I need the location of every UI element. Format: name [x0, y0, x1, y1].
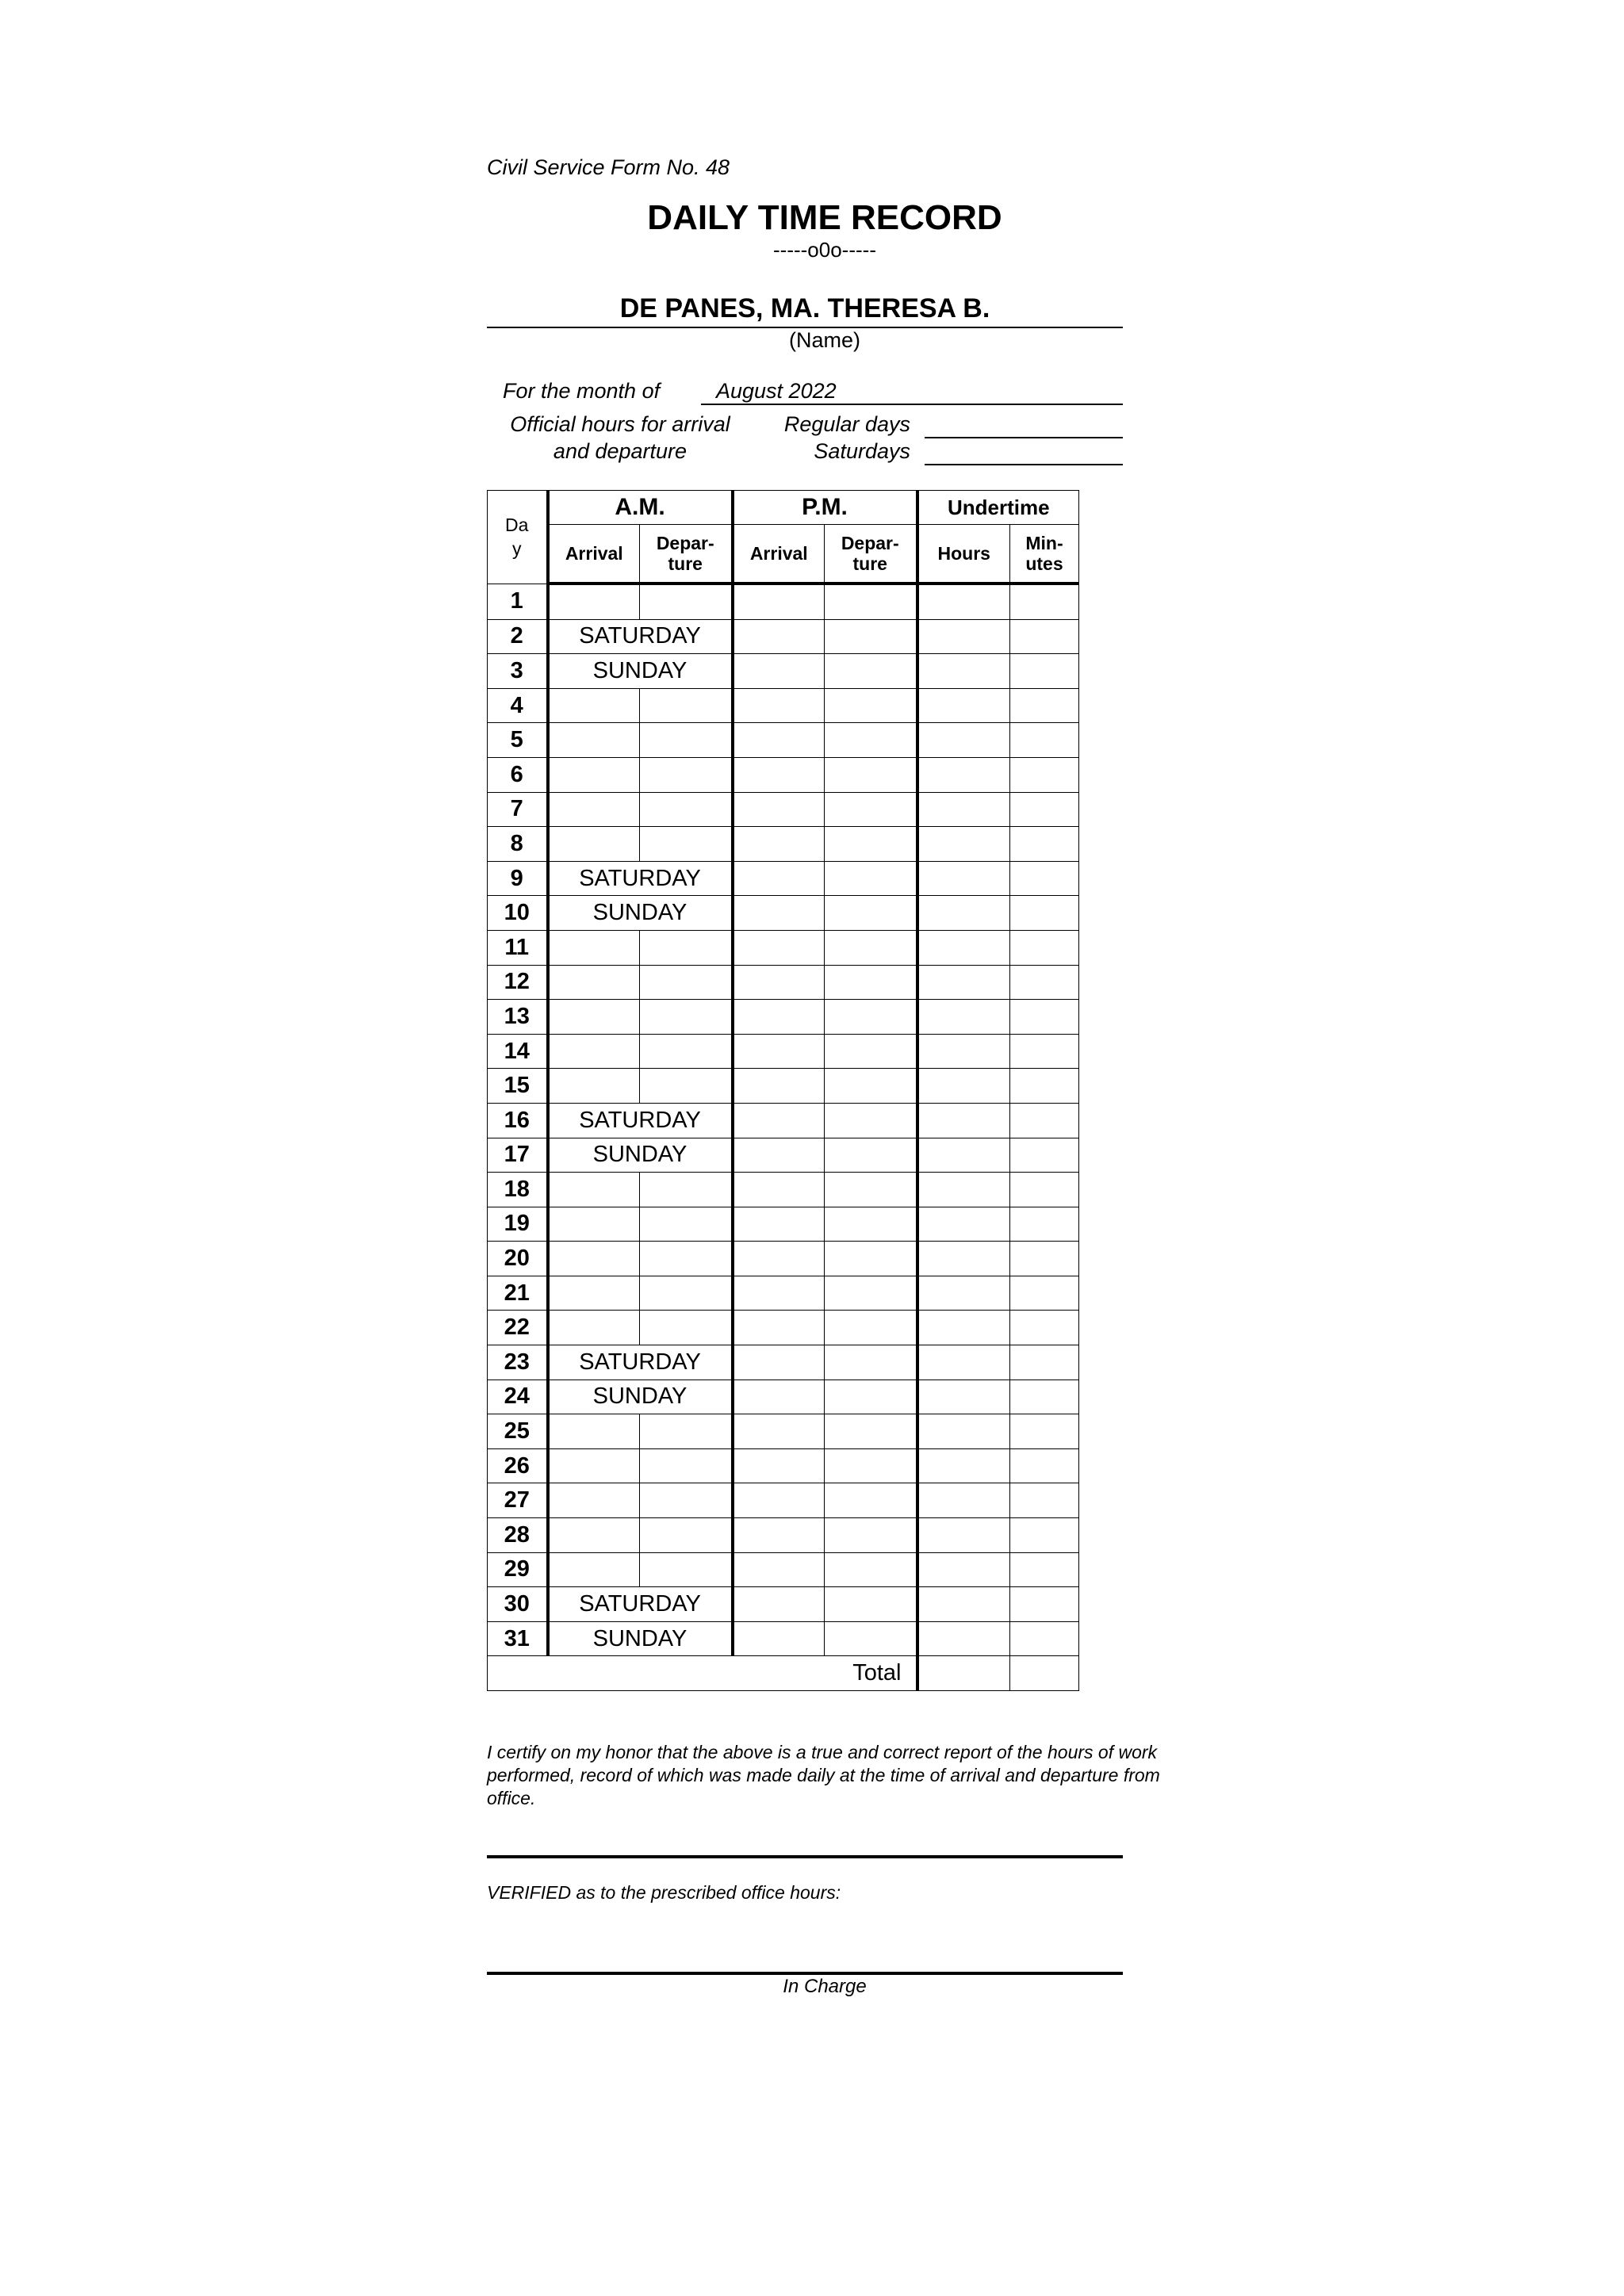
pm-arrival-cell[interactable]: [733, 1380, 825, 1414]
day-number: 13: [488, 1000, 548, 1035]
day-number: 11: [488, 930, 548, 965]
am-departure-line2: ture: [668, 553, 703, 574]
saturdays-label: Saturdays: [814, 439, 910, 463]
undertime-minutes-cell[interactable]: [1010, 1345, 1079, 1380]
am-arrival-cell[interactable]: [548, 1276, 640, 1311]
am-departure-cell[interactable]: [640, 1034, 733, 1069]
day-number: 17: [488, 1138, 548, 1173]
am-departure-cell[interactable]: [640, 723, 733, 758]
time-record-table: [487, 490, 1079, 1691]
am-arrival-cell[interactable]: [548, 688, 640, 723]
pm-arrival-cell[interactable]: [733, 930, 825, 965]
undertime-minutes-cell[interactable]: [1010, 1103, 1079, 1138]
document-title: DAILY TIME RECORD: [647, 198, 1002, 237]
pm-departure-cell[interactable]: [825, 861, 917, 896]
undertime-hours-header: Hours: [917, 525, 1010, 584]
pm-departure-cell[interactable]: [825, 1518, 917, 1553]
table-row: [488, 1207, 1079, 1242]
am-day-note: SUNDAY: [548, 1621, 733, 1656]
schedule-labels: [737, 411, 910, 465]
undertime-minutes-cell[interactable]: [1010, 1483, 1079, 1518]
pm-arrival-cell[interactable]: [733, 688, 825, 723]
am-arrival-cell[interactable]: [548, 1448, 640, 1483]
title-separator: -----o0o-----: [773, 238, 876, 262]
day-number: 22: [488, 1311, 548, 1345]
undertime-hours-cell[interactable]: [917, 1552, 1010, 1587]
undertime-minutes-cell[interactable]: [1010, 827, 1079, 862]
am-day-note: SATURDAY: [548, 861, 733, 896]
pm-arrival-cell[interactable]: [733, 1345, 825, 1380]
pm-arrival-cell[interactable]: [733, 1034, 825, 1069]
pm-departure-cell[interactable]: [825, 654, 917, 689]
undertime-minutes-cell[interactable]: [1010, 1518, 1079, 1553]
pm-arrival-cell[interactable]: [733, 654, 825, 689]
am-arrival-cell[interactable]: [548, 1242, 640, 1276]
am-departure-header: [640, 525, 733, 584]
pm-departure-cell[interactable]: [825, 584, 917, 619]
undertime-minutes-cell[interactable]: [1010, 1380, 1079, 1414]
table-row: [488, 654, 1079, 689]
am-departure-cell[interactable]: [640, 1207, 733, 1242]
pm-arrival-cell[interactable]: [733, 1552, 825, 1587]
table-row: [488, 1448, 1079, 1483]
table-row: [488, 792, 1079, 827]
undertime-hours-cell[interactable]: [917, 1207, 1010, 1242]
pm-departure-cell[interactable]: [825, 896, 917, 931]
undertime-hours-cell[interactable]: [917, 1138, 1010, 1173]
undertime-hours-cell[interactable]: [917, 1414, 1010, 1449]
in-charge-signature-line: [487, 1972, 1123, 1975]
pm-departure-cell[interactable]: [825, 1276, 917, 1311]
am-day-note: SATURDAY: [548, 619, 733, 654]
undertime-hours-cell[interactable]: [917, 1069, 1010, 1104]
pm-departure-line1: Depar-: [841, 533, 899, 553]
undertime-hours-cell[interactable]: [917, 1518, 1010, 1553]
pm-departure-cell[interactable]: [825, 965, 917, 1000]
official-hours-line2: and departure: [553, 439, 688, 463]
day-number: 15: [488, 1069, 548, 1104]
undertime-hours-cell[interactable]: [917, 1173, 1010, 1207]
am-departure-cell[interactable]: [640, 1276, 733, 1311]
am-departure-cell[interactable]: [640, 1414, 733, 1449]
pm-departure-cell[interactable]: [825, 1034, 917, 1069]
table-row: [488, 930, 1079, 965]
total-hours-cell[interactable]: [917, 1656, 1010, 1691]
undertime-hours-cell[interactable]: [917, 654, 1010, 689]
form-number: Civil Service Form No. 48: [487, 155, 730, 179]
table-row: [488, 861, 1079, 896]
am-departure-cell[interactable]: [640, 792, 733, 827]
day-number: 29: [488, 1552, 548, 1587]
pm-departure-cell[interactable]: [825, 1483, 917, 1518]
day-number: 25: [488, 1414, 548, 1449]
undertime-minutes-cell[interactable]: [1010, 1276, 1079, 1311]
month-underline: [701, 404, 1123, 405]
official-hours-line1: Official hours for arrival: [510, 412, 730, 436]
pm-arrival-header: Arrival: [733, 525, 825, 584]
day-number: 31: [488, 1621, 548, 1656]
table-row: [488, 1069, 1079, 1104]
undertime-hours-cell[interactable]: [917, 1587, 1010, 1622]
pm-arrival-cell[interactable]: [733, 1103, 825, 1138]
am-arrival-cell[interactable]: [548, 584, 640, 619]
day-number: 3: [488, 654, 548, 689]
undertime-minutes-cell[interactable]: [1010, 1414, 1079, 1449]
pm-departure-cell[interactable]: [825, 1242, 917, 1276]
table-row: [488, 1242, 1079, 1276]
am-departure-cell[interactable]: [640, 1242, 733, 1276]
pm-arrival-cell[interactable]: [733, 1173, 825, 1207]
am-departure-cell[interactable]: [640, 1311, 733, 1345]
pm-departure-cell[interactable]: [825, 1345, 917, 1380]
undertime-hours-cell[interactable]: [917, 1000, 1010, 1035]
am-day-note: SUNDAY: [548, 896, 733, 931]
day-header-line1: Da: [505, 515, 529, 536]
undertime-minutes-cell[interactable]: [1010, 1069, 1079, 1104]
am-arrival-header: Arrival: [548, 525, 640, 584]
pm-departure-cell[interactable]: [825, 1380, 917, 1414]
day-number: 28: [488, 1518, 548, 1553]
pm-header: P.M.: [733, 491, 917, 525]
table-row: [488, 1483, 1079, 1518]
pm-arrival-cell[interactable]: [733, 1207, 825, 1242]
undertime-hours-cell[interactable]: [917, 723, 1010, 758]
pm-departure-cell[interactable]: [825, 1552, 917, 1587]
am-departure-cell[interactable]: [640, 1000, 733, 1035]
am-arrival-cell[interactable]: [548, 1207, 640, 1242]
pm-departure-cell[interactable]: [825, 688, 917, 723]
undertime-minutes-cell[interactable]: [1010, 688, 1079, 723]
am-day-note: SUNDAY: [548, 654, 733, 689]
table-row: [488, 1000, 1079, 1035]
undertime-hours-cell[interactable]: [917, 757, 1010, 792]
pm-departure-cell[interactable]: [825, 1207, 917, 1242]
table-row: [488, 1621, 1079, 1656]
undertime-minutes-cell[interactable]: [1010, 1552, 1079, 1587]
day-rows: [488, 584, 1079, 1656]
pm-departure-cell[interactable]: [825, 1000, 917, 1035]
pm-arrival-cell[interactable]: [733, 1518, 825, 1553]
table-row: [488, 619, 1079, 654]
undertime-minutes-cell[interactable]: [1010, 1000, 1079, 1035]
am-departure-cell[interactable]: [640, 1448, 733, 1483]
am-header: A.M.: [548, 491, 733, 525]
day-number: 23: [488, 1345, 548, 1380]
pm-arrival-cell[interactable]: [733, 1448, 825, 1483]
undertime-minutes-cell[interactable]: [1010, 1587, 1079, 1622]
certification-text: I certify on my honor that the above is a true and correct report of the hours of work performed, record of which was made daily at the time of arrival and departure from office.: [487, 1742, 1160, 1808]
pm-departure-cell[interactable]: [825, 723, 917, 758]
day-number: 7: [488, 792, 548, 827]
undertime-hours-cell[interactable]: [917, 930, 1010, 965]
undertime-minutes-cell[interactable]: [1010, 1173, 1079, 1207]
undertime-hours-cell[interactable]: [917, 584, 1010, 619]
pm-arrival-cell[interactable]: [733, 1069, 825, 1104]
am-departure-line1: Depar-: [656, 533, 714, 553]
name-caption: (Name): [788, 328, 860, 352]
undertime-minutes-cell[interactable]: [1010, 1242, 1079, 1276]
undertime-minutes-header: [1010, 525, 1079, 584]
pm-departure-cell[interactable]: [825, 619, 917, 654]
undertime-hours-cell[interactable]: [917, 896, 1010, 931]
pm-arrival-cell[interactable]: [733, 584, 825, 619]
pm-arrival-cell[interactable]: [733, 965, 825, 1000]
day-number: 14: [488, 1034, 548, 1069]
undertime-hours-cell[interactable]: [917, 688, 1010, 723]
am-day-note: SATURDAY: [548, 1587, 733, 1622]
pm-departure-cell[interactable]: [825, 1621, 917, 1656]
table-row: [488, 1518, 1079, 1553]
pm-arrival-cell[interactable]: [733, 1138, 825, 1173]
am-arrival-cell[interactable]: [548, 757, 640, 792]
day-number: 16: [488, 1103, 548, 1138]
day-number: 5: [488, 723, 548, 758]
pm-arrival-cell[interactable]: [733, 1621, 825, 1656]
minutes-line2: utes: [1025, 553, 1063, 574]
pm-departure-cell[interactable]: [825, 1414, 917, 1449]
am-departure-cell[interactable]: [640, 827, 733, 862]
pm-departure-cell[interactable]: [825, 1069, 917, 1104]
am-departure-cell[interactable]: [640, 965, 733, 1000]
table-row: [488, 1311, 1079, 1345]
undertime-minutes-cell[interactable]: [1010, 619, 1079, 654]
pm-departure-cell[interactable]: [825, 1448, 917, 1483]
day-number: 10: [488, 896, 548, 931]
day-number: 4: [488, 688, 548, 723]
month-label: For the month of: [503, 379, 661, 403]
table-row: [488, 1276, 1079, 1311]
day-number: 1: [488, 584, 548, 619]
employee-name: DE PANES, MA. THERESA B.: [619, 293, 990, 323]
table-row: [488, 1138, 1079, 1173]
day-number: 12: [488, 965, 548, 1000]
am-arrival-cell[interactable]: [548, 930, 640, 965]
pm-departure-cell[interactable]: [825, 930, 917, 965]
undertime-hours-cell[interactable]: [917, 1380, 1010, 1414]
day-number: 27: [488, 1483, 548, 1518]
table-row: [488, 896, 1079, 931]
pm-departure-cell[interactable]: [825, 757, 917, 792]
table-row: [488, 1034, 1079, 1069]
undertime-hours-cell[interactable]: [917, 965, 1010, 1000]
undertime-hours-cell[interactable]: [917, 1103, 1010, 1138]
undertime-minutes-cell[interactable]: [1010, 930, 1079, 965]
pm-arrival-cell[interactable]: [733, 1311, 825, 1345]
day-header: [488, 491, 548, 584]
undertime-hours-cell[interactable]: [917, 827, 1010, 862]
pm-arrival-cell[interactable]: [733, 1483, 825, 1518]
undertime-minutes-cell[interactable]: [1010, 1448, 1079, 1483]
am-arrival-cell[interactable]: [548, 1483, 640, 1518]
am-departure-cell[interactable]: [640, 688, 733, 723]
am-departure-cell[interactable]: [640, 1173, 733, 1207]
undertime-minutes-cell[interactable]: [1010, 1207, 1079, 1242]
table-row: [488, 1587, 1079, 1622]
undertime-minutes-cell[interactable]: [1010, 861, 1079, 896]
table-row: [488, 688, 1079, 723]
pm-arrival-cell[interactable]: [733, 827, 825, 862]
day-number: 20: [488, 1242, 548, 1276]
pm-departure-cell[interactable]: [825, 827, 917, 862]
am-departure-cell[interactable]: [640, 584, 733, 619]
pm-departure-cell[interactable]: [825, 1103, 917, 1138]
day-number: 18: [488, 1173, 548, 1207]
pm-arrival-cell[interactable]: [733, 792, 825, 827]
day-number: 30: [488, 1587, 548, 1622]
verified-text: VERIFIED as to the prescribed office hours:: [487, 1882, 841, 1903]
day-number: 19: [488, 1207, 548, 1242]
am-day-note: SATURDAY: [548, 1103, 733, 1138]
total-label: Total: [488, 1656, 917, 1691]
regular-days-line: [925, 437, 1123, 438]
am-departure-cell[interactable]: [640, 1518, 733, 1553]
undertime-minutes-cell[interactable]: [1010, 1621, 1079, 1656]
pm-arrival-cell[interactable]: [733, 1414, 825, 1449]
undertime-minutes-cell[interactable]: [1010, 1311, 1079, 1345]
undertime-hours-cell[interactable]: [917, 1311, 1010, 1345]
saturdays-line: [925, 464, 1123, 465]
am-arrival-cell[interactable]: [548, 1173, 640, 1207]
undertime-hours-cell[interactable]: [917, 792, 1010, 827]
table-row: [488, 1345, 1079, 1380]
am-arrival-cell[interactable]: [548, 792, 640, 827]
table-row: [488, 1173, 1079, 1207]
am-arrival-cell[interactable]: [548, 1414, 640, 1449]
undertime-minutes-cell[interactable]: [1010, 584, 1079, 619]
undertime-minutes-cell[interactable]: [1010, 1138, 1079, 1173]
pm-departure-cell[interactable]: [825, 1587, 917, 1622]
day-number: 26: [488, 1448, 548, 1483]
table-row: [488, 757, 1079, 792]
official-hours-label: [495, 411, 745, 465]
am-arrival-cell[interactable]: [548, 1000, 640, 1035]
day-number: 21: [488, 1276, 548, 1311]
pm-arrival-cell[interactable]: [733, 861, 825, 896]
undertime-minutes-cell[interactable]: [1010, 1034, 1079, 1069]
employee-signature-line: [487, 1855, 1123, 1858]
day-number: 9: [488, 861, 548, 896]
undertime-hours-cell[interactable]: [917, 1345, 1010, 1380]
table-row: [488, 1380, 1079, 1414]
am-arrival-cell[interactable]: [548, 1034, 640, 1069]
regular-days-label: Regular days: [783, 412, 910, 436]
minutes-line1: Min-: [1025, 533, 1063, 553]
am-departure-cell[interactable]: [640, 930, 733, 965]
day-number: 2: [488, 619, 548, 654]
undertime-hours-cell[interactable]: [917, 1242, 1010, 1276]
pm-arrival-cell[interactable]: [733, 619, 825, 654]
table-row: [488, 965, 1079, 1000]
table-row: [488, 723, 1079, 758]
am-arrival-cell[interactable]: [548, 827, 640, 862]
pm-departure-header: [825, 525, 917, 584]
pm-departure-cell[interactable]: [825, 1173, 917, 1207]
am-arrival-cell[interactable]: [548, 1069, 640, 1104]
undertime-minutes-cell[interactable]: [1010, 654, 1079, 689]
undertime-hours-cell[interactable]: [917, 1483, 1010, 1518]
am-arrival-cell[interactable]: [548, 965, 640, 1000]
table-row: [488, 1103, 1079, 1138]
table-row: [488, 827, 1079, 862]
pm-arrival-cell[interactable]: [733, 1276, 825, 1311]
month-value: August 2022: [716, 379, 837, 403]
am-day-note: SUNDAY: [548, 1138, 733, 1173]
am-arrival-cell[interactable]: [548, 723, 640, 758]
pm-arrival-cell[interactable]: [733, 896, 825, 931]
undertime-hours-cell[interactable]: [917, 1448, 1010, 1483]
day-number: 6: [488, 757, 548, 792]
day-header-line2: y: [512, 538, 522, 560]
in-charge-label: In Charge: [783, 1976, 867, 1997]
pm-departure-cell[interactable]: [825, 1311, 917, 1345]
undertime-hours-cell[interactable]: [917, 1034, 1010, 1069]
pm-arrival-cell[interactable]: [733, 1587, 825, 1622]
am-departure-cell[interactable]: [640, 757, 733, 792]
day-number: 8: [488, 827, 548, 862]
am-departure-cell[interactable]: [640, 1483, 733, 1518]
day-number: 24: [488, 1380, 548, 1414]
undertime-minutes-cell[interactable]: [1010, 896, 1079, 931]
pm-departure-cell[interactable]: [825, 792, 917, 827]
undertime-minutes-cell[interactable]: [1010, 757, 1079, 792]
am-day-note: SUNDAY: [548, 1380, 733, 1414]
am-departure-cell[interactable]: [640, 1069, 733, 1104]
undertime-hours-cell[interactable]: [917, 619, 1010, 654]
total-minutes-cell[interactable]: [1010, 1656, 1079, 1691]
pm-arrival-cell[interactable]: [733, 723, 825, 758]
table-row: [488, 1552, 1079, 1587]
am-arrival-cell[interactable]: [548, 1518, 640, 1553]
undertime-minutes-cell[interactable]: [1010, 723, 1079, 758]
am-arrival-cell[interactable]: [548, 1552, 640, 1587]
pm-departure-line2: ture: [852, 553, 887, 574]
am-day-note: SATURDAY: [548, 1345, 733, 1380]
table-row: [488, 1414, 1079, 1449]
pm-arrival-cell[interactable]: [733, 1242, 825, 1276]
pm-departure-cell[interactable]: [825, 1138, 917, 1173]
undertime-header: Undertime: [917, 491, 1079, 525]
pm-arrival-cell[interactable]: [733, 1000, 825, 1035]
undertime-minutes-cell[interactable]: [1010, 792, 1079, 827]
pm-arrival-cell[interactable]: [733, 757, 825, 792]
undertime-minutes-cell[interactable]: [1010, 965, 1079, 1000]
undertime-hours-cell[interactable]: [917, 1276, 1010, 1311]
table-row: [488, 584, 1079, 619]
undertime-hours-cell[interactable]: [917, 861, 1010, 896]
am-arrival-cell[interactable]: [548, 1311, 640, 1345]
undertime-hours-cell[interactable]: [917, 1621, 1010, 1656]
am-departure-cell[interactable]: [640, 1552, 733, 1587]
